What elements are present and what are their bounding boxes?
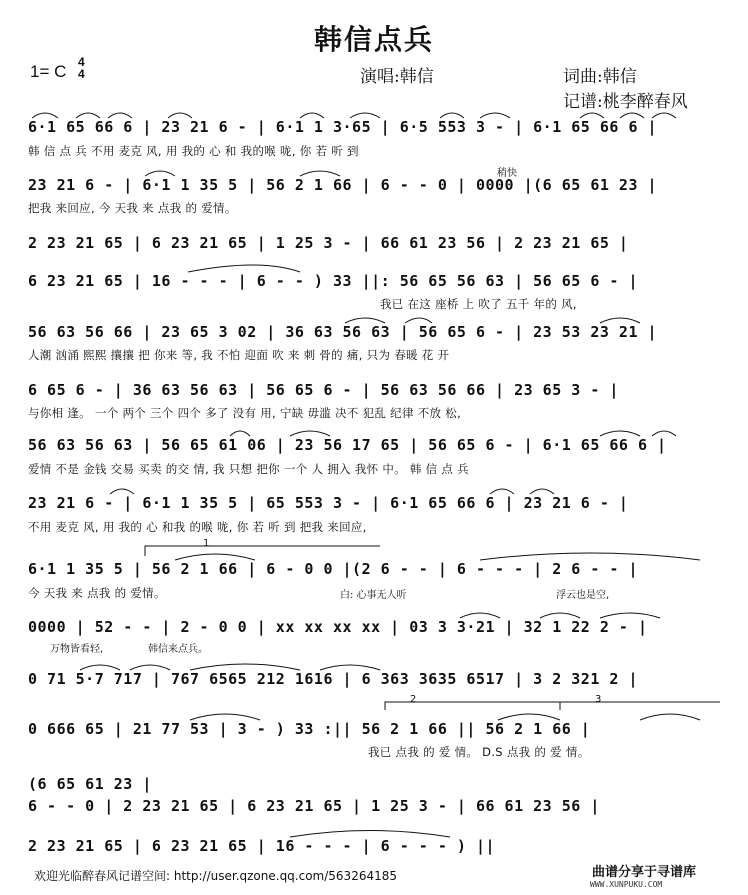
notator-credit: 记谱:桃李醉春风 bbox=[563, 92, 688, 112]
page-title: 韩信点兵 bbox=[313, 23, 434, 56]
lyrics-row-8: 不用 麦克 风, 用 我的 心 和我 的喉 咙, 你 若 听 到 把我 来回应, bbox=[28, 520, 367, 534]
score-row-2: 23 21 6 - | 6·1 1 35 5 | 56 2 1 66 | 6 - - 0 | 0000 |(6 65 61 23 | bbox=[28, 176, 658, 194]
spoken-line-b: 浮云也是空, bbox=[556, 590, 610, 601]
composer-credit: 词曲:韩信 bbox=[563, 67, 637, 87]
spoken-line-d: 韩信来点兵。 bbox=[148, 644, 208, 655]
score-row-6: 6 65 6 - | 36 63 56 63 | 56 65 6 - | 56 63 56 66 | 23 65 3 - | bbox=[28, 381, 619, 399]
footer-watermark: 曲谱分享于寻谱库 bbox=[592, 865, 697, 880]
score-row-7: 56 63 56 63 | 56 65 61 06 | 23 56 17 65 | 56 65 6 - | 6·1 65 66 6 | bbox=[28, 436, 667, 454]
spoken-line-c: 万物皆看轻, bbox=[50, 644, 104, 655]
lyrics-row-1: 韩 信 点 兵 不用 麦克 风, 用 我的 心 和 我的喉 咙, 你 若 听 到 bbox=[28, 144, 359, 158]
score-row-11: 0 71 5·7 717 | 767 6565 212 1616 | 6 363 3635 6517 | 3 2 321 2 | bbox=[28, 670, 638, 688]
score-row-9: 6·1 1 35 5 | 56 2 1 66 | 6 - 0 0 |(2 6 - - | 6 - - - | 2 6 - - | bbox=[28, 560, 638, 578]
score-row-12: 0 666 65 | 21 77 53 | 3 - ) 33 :|| 56 2 1 66 || 56 2 1 66 | bbox=[28, 720, 591, 738]
footer-url: WWW.XUNPUKU.COM bbox=[590, 880, 663, 889]
volta-2-label: 2 bbox=[410, 694, 417, 705]
lyrics-row-9: 今 天我 来 点我 的 爱情。 bbox=[28, 586, 166, 600]
score-row-13: (6 65 61 23 | bbox=[28, 775, 152, 793]
footer-credit: 欢迎光临醉春风记谱空间: http://user.qzone.qq.com/563264185 bbox=[34, 869, 398, 883]
lyrics-row-7: 爱情 不是 金钱 交易 买卖 的交 情, 我 只想 把你 一个 人 拥入 我怀 中。 韩 信 点 兵 bbox=[28, 462, 469, 476]
score-row-15: 2 23 21 65 | 6 23 21 65 | 16 - - - | 6 - - - ) || bbox=[28, 837, 496, 855]
lyrics-row-2: 把我 来回应, 今 天我 来 点我 的 爱情。 bbox=[28, 201, 237, 215]
score-row-4: 6 23 21 65 | 16 - - - | 6 - - ) 33 ||: 56 65 56 63 | 56 65 6 - | bbox=[28, 272, 638, 290]
spoken-line-a: 白: 心事无人听 bbox=[340, 590, 407, 601]
volta-1-label: 1 bbox=[203, 538, 210, 549]
time-sig-bottom: 4 bbox=[78, 67, 85, 81]
score-row-10: 0000 | 52 - - | 2 - 0 0 | xx xx xx xx | 03 3 3·21 | 32 1 22 2 - | bbox=[28, 618, 648, 636]
score-row-3: 2 23 21 65 | 6 23 21 65 | 1 25 3 - | 66 61 23 56 | 2 23 21 65 | bbox=[28, 234, 629, 252]
lyrics-row-12: 我已 点我 的 爱 情。 D.S 点我 的 爱 情。 bbox=[368, 745, 590, 759]
lyrics-row-4: 我已 在这 座桥 上 吹了 五千 年的 风, bbox=[380, 297, 577, 311]
tempo-marking: 稍快 bbox=[497, 168, 517, 179]
score-row-8: 23 21 6 - | 6·1 1 35 5 | 65 553 3 - | 6·1 65 66 6 | 23 21 6 - | bbox=[28, 494, 629, 512]
lyrics-row-6: 与你相 逢。 一个 两个 三个 四个 多了 没有 用, 宁缺 毋滥 决不 犯乱 纪律 不放 松, bbox=[28, 406, 462, 420]
singer-credit: 演唱:韩信 bbox=[360, 67, 434, 87]
lyrics-row-5: 人潮 汹涌 熙熙 攘攘 把 你来 等, 我 不怕 迎面 吹 来 刺 骨的 痛, 只为 春暖 花 开 bbox=[28, 348, 450, 362]
score-row-1: 6·1 65 66 6 | 23 21 6 - | 6·1 1 3·65 | 6·5 553 3 - | 6·1 65 66 6 | bbox=[28, 118, 658, 136]
score-row-14: 6 - - 0 | 2 23 21 65 | 6 23 21 65 | 1 25 3 - | 66 61 23 56 | bbox=[28, 797, 600, 815]
time-sig-top: 4 bbox=[78, 55, 85, 69]
score-row-5: 56 63 56 66 | 23 65 3 02 | 36 63 56 63 | 56 65 6 - | 23 53 23 21 | bbox=[28, 323, 658, 341]
volta-3-label: 3 bbox=[595, 694, 602, 705]
key-signature: 1= C bbox=[30, 62, 67, 81]
